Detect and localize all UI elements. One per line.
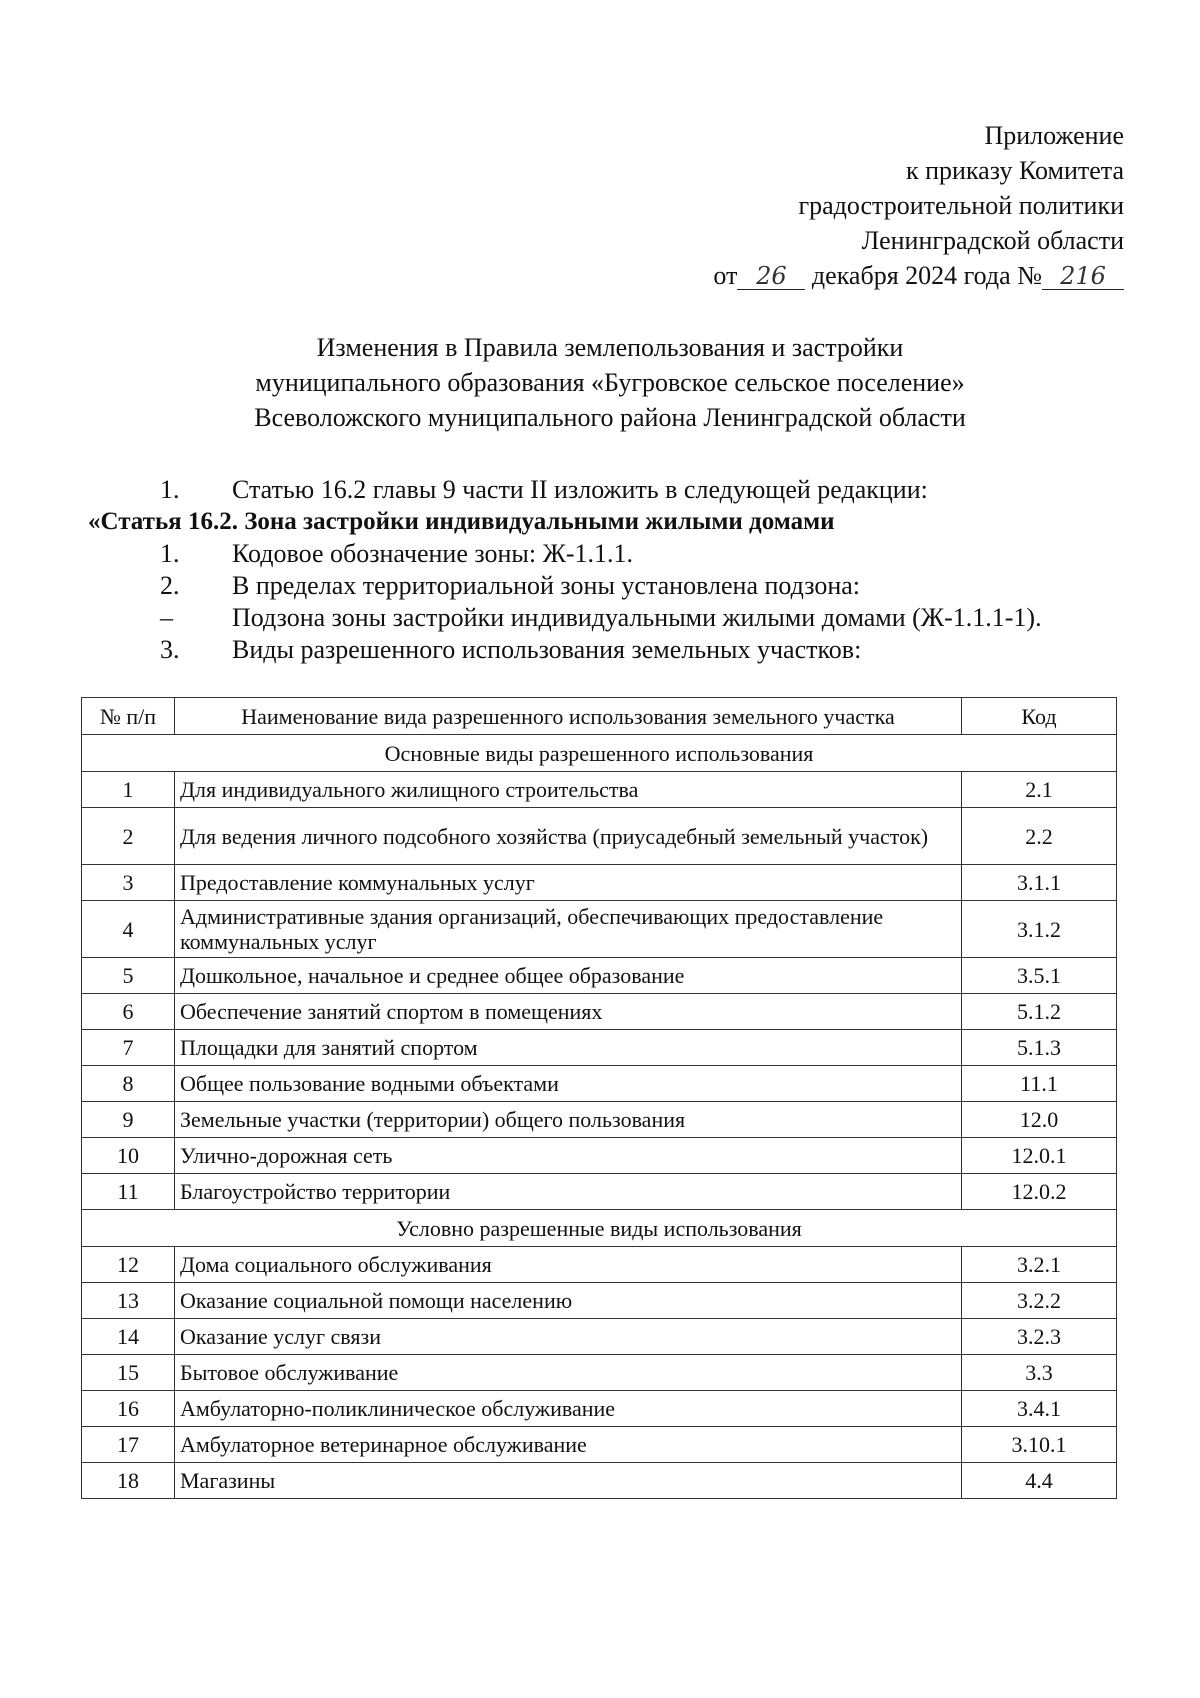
- point-marker: 3.: [160, 635, 180, 664]
- row-code: 4.4: [962, 1463, 1117, 1499]
- title-line-3: Всеволожского муниципального района Ленинградской области: [254, 403, 966, 432]
- row-code: 3.2.2: [962, 1283, 1117, 1319]
- point-text: В пределах территориальной зоны установлена подзона:: [232, 571, 860, 600]
- appendix-date-line: [713, 258, 1124, 293]
- order-number-handwritten: 216: [1042, 263, 1124, 290]
- row-code: 5.1.2: [962, 994, 1117, 1030]
- row-number: 18: [82, 1463, 175, 1499]
- row-code: 2.2: [962, 808, 1117, 865]
- table-row: [82, 1174, 1117, 1210]
- point-marker: 1.: [160, 539, 180, 568]
- row-name: Улично-дорожная сеть: [175, 1138, 962, 1174]
- date-day-handwritten: 26: [737, 263, 805, 290]
- table-row: [82, 808, 1117, 865]
- table-row: [82, 1463, 1117, 1499]
- row-number: 12: [82, 1247, 175, 1283]
- land-use-table: [81, 697, 1117, 1499]
- appendix-line-3: градостроительной политики: [798, 191, 1124, 220]
- table-row: [82, 1030, 1117, 1066]
- point-text: Виды разрешенного использования земельных участков:: [232, 635, 862, 664]
- table-section-row: [82, 1210, 1117, 1247]
- header-number: № п/п: [82, 698, 175, 735]
- row-code: 12.0.2: [962, 1174, 1117, 1210]
- table-row: [82, 1102, 1117, 1138]
- row-code: 12.0.1: [962, 1138, 1117, 1174]
- header-code: Код: [962, 698, 1117, 735]
- article-heading: «Статья 16.2. Зона застройки индивидуальными жилыми домами: [88, 508, 835, 535]
- table-row: [82, 1391, 1117, 1427]
- row-code: 12.0: [962, 1102, 1117, 1138]
- table-row: [82, 994, 1117, 1030]
- appendix-line-2: к приказу Комитета: [905, 156, 1124, 185]
- row-name: Дома социального обслуживания: [175, 1247, 962, 1283]
- date-middle: декабря 2024 года №: [811, 261, 1042, 290]
- row-number: 17: [82, 1427, 175, 1463]
- row-name: Амбулаторно-поликлиническое обслуживание: [175, 1391, 962, 1427]
- row-code: 3.1.2: [962, 901, 1117, 958]
- point-item: [88, 538, 1124, 570]
- table-row: [82, 1066, 1117, 1102]
- intro-paragraph: [88, 474, 1124, 506]
- table-row: [82, 1247, 1117, 1283]
- row-code: 3.2.1: [962, 1247, 1117, 1283]
- intro-text: Статью 16.2 главы 9 части II изложить в следующей редакции:: [232, 475, 928, 504]
- row-code: 3.4.1: [962, 1391, 1117, 1427]
- point-item: [88, 570, 1124, 602]
- row-name: Предоставление коммунальных услуг: [175, 865, 962, 901]
- row-code: 11.1: [962, 1066, 1117, 1102]
- row-number: 2: [82, 808, 175, 865]
- document-body: [88, 474, 1124, 666]
- row-name: Магазины: [175, 1463, 962, 1499]
- row-number: 4: [82, 901, 175, 958]
- row-number: 15: [82, 1355, 175, 1391]
- row-number: 9: [82, 1102, 175, 1138]
- row-number: 1: [82, 772, 175, 808]
- row-name: Земельные участки (территории) общего пользования: [175, 1102, 962, 1138]
- intro-marker: 1.: [160, 475, 180, 504]
- title-line-2: муниципального образования «Бугровское сельское поселение»: [255, 368, 965, 397]
- row-number: 3: [82, 865, 175, 901]
- row-number: 14: [82, 1319, 175, 1355]
- row-name: Для индивидуального жилищного строительства: [175, 772, 962, 808]
- row-number: 7: [82, 1030, 175, 1066]
- table-row: [82, 901, 1117, 958]
- table-row: [82, 1355, 1117, 1391]
- row-code: 2.1: [962, 772, 1117, 808]
- row-name: Для ведения личного подсобного хозяйства (приусадебный земельный участок): [175, 808, 962, 865]
- table-row: [82, 865, 1117, 901]
- table-row: [82, 1427, 1117, 1463]
- header-name: Наименование вида разрешенного использования земельного участка: [175, 698, 962, 735]
- row-number: 5: [82, 958, 175, 994]
- row-name: Амбулаторное ветеринарное обслуживание: [175, 1427, 962, 1463]
- row-number: 16: [82, 1391, 175, 1427]
- point-item: [88, 634, 1124, 666]
- point-item: [88, 602, 1124, 634]
- table-row: [82, 958, 1117, 994]
- row-name: Площадки для занятий спортом: [175, 1030, 962, 1066]
- point-marker: 2.: [160, 571, 180, 600]
- row-code: 3.2.3: [962, 1319, 1117, 1355]
- appendix-line-1: Приложение: [984, 121, 1124, 150]
- point-text: Кодовое обозначение зоны: Ж-1.1.1.: [232, 539, 634, 568]
- row-name: Общее пользование водными объектами: [175, 1066, 962, 1102]
- row-code: 3.10.1: [962, 1427, 1117, 1463]
- row-number: 8: [82, 1066, 175, 1102]
- date-prefix: от: [713, 261, 738, 290]
- row-name: Административные здания организаций, обеспечивающих предоставление коммунальных услуг: [175, 901, 962, 958]
- document-title: [110, 330, 1110, 435]
- table-row: [82, 1138, 1117, 1174]
- row-code: 5.1.3: [962, 1030, 1117, 1066]
- table-row: [82, 1319, 1117, 1355]
- row-number: 11: [82, 1174, 175, 1210]
- table-row: [82, 1283, 1117, 1319]
- row-name: Оказание социальной помощи населению: [175, 1283, 962, 1319]
- appendix-block: [713, 118, 1124, 293]
- row-name: Обеспечение занятий спортом в помещениях: [175, 994, 962, 1030]
- section-conditional-label: Условно разрешенные виды использования: [82, 1210, 1117, 1247]
- appendix-line-4: Ленинградской области: [861, 226, 1124, 255]
- row-number: 10: [82, 1138, 175, 1174]
- point-text: Подзона зоны застройки индивидуальными жилыми домами (Ж-1.1.1-1).: [232, 603, 1042, 632]
- row-name: Дошкольное, начальное и среднее общее образование: [175, 958, 962, 994]
- row-code: 3.3: [962, 1355, 1117, 1391]
- row-name: Оказание услуг связи: [175, 1319, 962, 1355]
- table-section-row: [82, 735, 1117, 772]
- row-name: Бытовое обслуживание: [175, 1355, 962, 1391]
- row-number: 6: [82, 994, 175, 1030]
- point-marker: –: [160, 603, 173, 632]
- row-name: Благоустройство территории: [175, 1174, 962, 1210]
- table-header-row: [82, 698, 1117, 735]
- row-number: 13: [82, 1283, 175, 1319]
- title-line-1: Изменения в Правила землепользования и застройки: [316, 333, 904, 362]
- row-code: 3.5.1: [962, 958, 1117, 994]
- row-code: 3.1.1: [962, 865, 1117, 901]
- table-row: [82, 772, 1117, 808]
- section-main-label: Основные виды разрешенного использования: [82, 735, 1117, 772]
